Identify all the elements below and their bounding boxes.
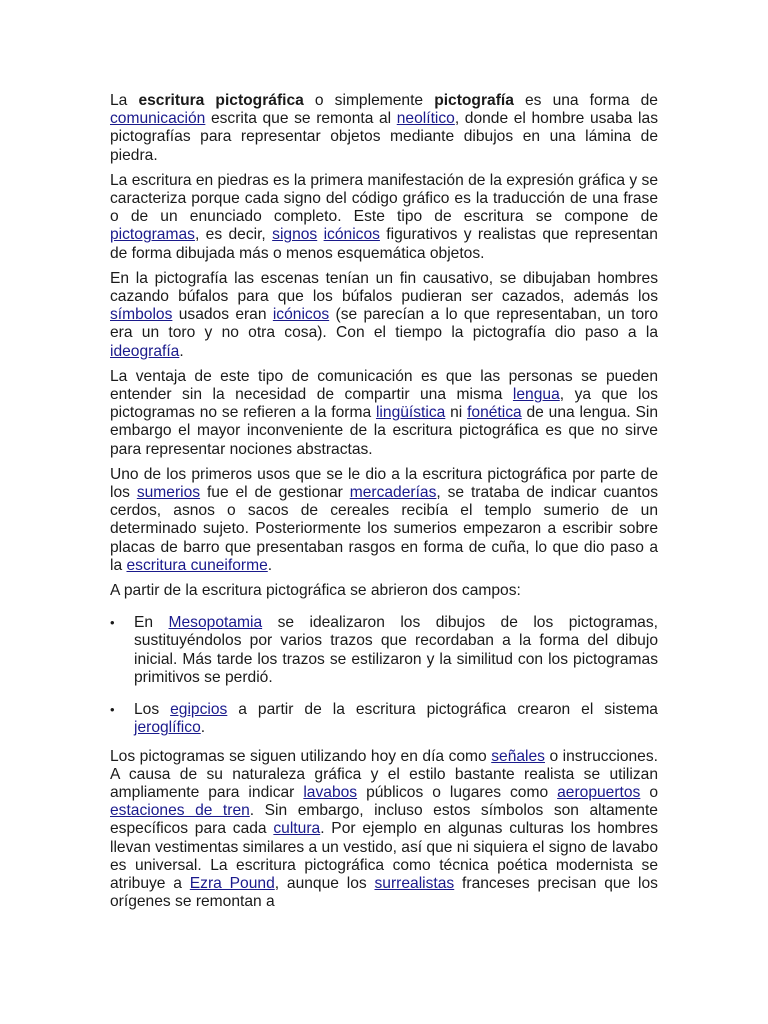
link-neolitico[interactable]: neolítico xyxy=(396,110,455,128)
link-sumerios[interactable]: sumerios xyxy=(136,484,201,502)
link-lavabos[interactable]: lavabos xyxy=(303,783,358,801)
text: , es decir, xyxy=(194,226,273,244)
text: públicos o lugares como xyxy=(357,783,558,801)
link-pictogramas[interactable]: pictogramas xyxy=(110,226,195,244)
text: escrita que se remonta al xyxy=(205,110,397,128)
text: , se trataba de indicar cuantos cerdos, asnos o sacos de cereales recibía el templo sumerio de un determinado sujeto. Posteriormente los sumerios empezaron a escribir sobre placas de barro que presentaban rasgos en forma de cuña, lo que dio paso a la xyxy=(110,484,658,574)
link-iconicos[interactable]: icónicos xyxy=(323,226,380,244)
text: (se parecían a lo que representaban, un toro era un toro y no otra cosa). Con el tiempo la pictografía dio paso a la xyxy=(110,306,658,342)
link-senales[interactable]: señales xyxy=(491,747,545,765)
link-ezra-pound[interactable]: Ezra Pound xyxy=(189,874,275,892)
text: . xyxy=(200,719,206,737)
text: figurativos y realistas que representan de forma dibujada más o menos esquemática objetos. xyxy=(110,226,658,262)
text: o simplemente xyxy=(303,92,435,109)
text: Uno de los primeros usos que se le dio a la escritura pictográfica por parte de los xyxy=(110,465,658,502)
text: , donde el hombre usaba las pictografías para representar objetos mediante dibujos en una lámina de piedra. xyxy=(110,110,658,164)
link-surrealistas[interactable]: surrealistas xyxy=(374,874,455,892)
text: fue el de gestionar xyxy=(200,484,350,502)
link-mercaderias[interactable]: mercaderías xyxy=(349,484,437,502)
text: La escritura en piedras es la primera manifestación de la expresión gráfica y se caracteriza porque cada signo del código gráfico es la traducción de una frase o de un enunciado completo. Este tipo de escritura se compone de xyxy=(110,171,658,226)
text: se idealizaron los dibujos de los pictogramas, sustituyéndolos por varios trazos que recordaban a la forma del dibujo inicial. Más tarde los trazos se estilizaron y la similitud con los pictogramas primitivos se perdió. xyxy=(134,614,658,686)
text: es una forma de xyxy=(513,92,658,109)
link-fonetica[interactable]: fonética xyxy=(467,404,522,422)
link-jeroglifico[interactable]: jeroglífico xyxy=(134,719,201,737)
text: o instrucciones. A causa de su naturaleza gráfica y el estilo bastante realista se utilizan ampliamente para indicar xyxy=(110,747,658,801)
text: o xyxy=(640,783,659,801)
text: . Sin embargo, incluso estos símbolos son altamente específicos para cada xyxy=(110,802,658,838)
bold-term: pictografía xyxy=(434,92,514,109)
paragraph-escenas xyxy=(110,270,658,361)
text: Los pictogramas se siguen utilizando hoy en día como xyxy=(110,747,492,765)
text: La xyxy=(110,92,139,109)
text: franceses precisan que los orígenes se remontan a xyxy=(110,874,658,911)
text: En la pictografía las escenas tenían un fin causativo, se dibujaban hombres cazando búfalos para que los búfalos pudieran ser cazados, además los xyxy=(110,269,658,306)
text: ni xyxy=(445,404,468,422)
link-egipcios[interactable]: egipcios xyxy=(170,701,228,719)
paragraph-sumerios xyxy=(110,466,658,575)
text: a partir de la escritura pictográfica crearon el sistema xyxy=(227,701,658,719)
link-ideografia[interactable]: ideografía xyxy=(110,342,180,360)
text: . Por ejemplo en algunas culturas los hombres llevan vestimentas similares a un vestido, así que ni siquiera el signo de lavabo es universal. La escritura pictográfica como técnica poética modernista se atribuye a xyxy=(110,820,659,892)
text: , ya que los pictogramas no se refieren a la forma xyxy=(110,386,658,422)
text: de una lengua. Sin embargo el mayor inconveniente de la escritura pictográfica es que no sirve para representar nociones abstractas. xyxy=(110,404,659,458)
bullet-icon: • xyxy=(110,702,115,718)
link-linguistica[interactable]: lingüística xyxy=(375,404,446,422)
text: Los xyxy=(134,701,171,719)
text: La ventaja de este tipo de comunicación es que las personas se pueden entender sin la necesidad de compartir una misma xyxy=(110,367,658,404)
list-item xyxy=(110,614,658,687)
link-cultura[interactable]: cultura xyxy=(273,820,321,838)
campos-list xyxy=(110,614,658,737)
link-comunicacion[interactable]: comunicación xyxy=(110,110,206,128)
text: usados eran xyxy=(172,306,273,324)
paragraph-senales xyxy=(110,748,658,912)
link-estaciones-de-tren[interactable]: estaciones de tren xyxy=(110,802,250,820)
bold-term: escritura pictográfica xyxy=(138,92,304,109)
text: A partir de la escritura pictográfica se abrieron dos campos: xyxy=(110,582,521,600)
document-body xyxy=(110,92,658,918)
paragraph-campos xyxy=(110,582,658,600)
paragraph-intro xyxy=(110,92,658,165)
link-mesopotamia[interactable]: Mesopotamia xyxy=(168,614,263,632)
link-aeropuertos[interactable]: aeropuertos xyxy=(557,783,641,801)
paragraph-piedras xyxy=(110,172,658,263)
link-lengua[interactable]: lengua xyxy=(512,386,560,404)
text: , aunque los xyxy=(274,874,375,892)
link-escritura-cuneiforme[interactable]: escritura cuneiforme xyxy=(126,556,268,574)
link-iconicos-2[interactable]: icónicos xyxy=(272,306,330,324)
text: En xyxy=(134,614,169,632)
link-simbolos[interactable]: símbolos xyxy=(110,306,173,324)
text: . xyxy=(267,556,273,574)
paragraph-ventaja xyxy=(110,368,658,459)
link-signos[interactable]: signos xyxy=(272,226,318,244)
text: . xyxy=(179,342,184,360)
list-item xyxy=(110,701,658,737)
bullet-icon: • xyxy=(110,615,115,631)
